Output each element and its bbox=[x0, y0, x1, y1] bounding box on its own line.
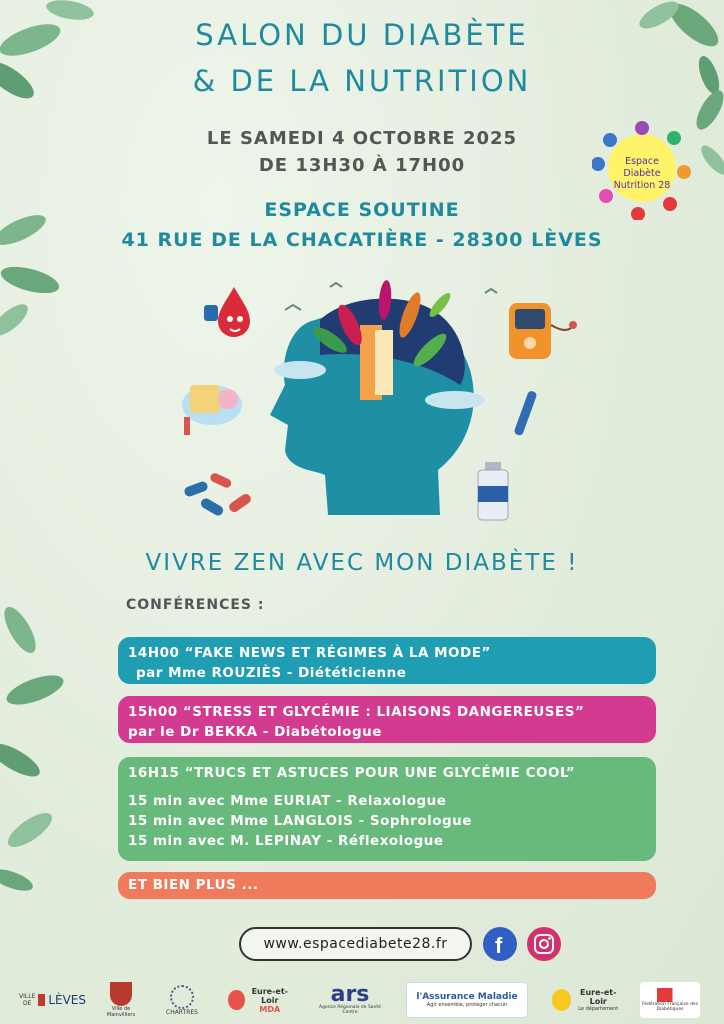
conference-1-title: 14H00 “FAKE NEWS ET RÉGIMES À LA MODE” bbox=[128, 645, 491, 661]
partner-mainvilliers-name: Ville de Mainvilliers bbox=[106, 1006, 136, 1018]
organizer-logo-line2: Nutrition 28 bbox=[613, 180, 671, 191]
title-line-1: SALON DU DIABÈTE bbox=[195, 18, 529, 52]
event-date: LE SAMEDI 4 OCTOBRE 2025 bbox=[206, 128, 518, 149]
mainvilliers-crest-icon bbox=[110, 982, 132, 1006]
partner-logo-assurance-maladie bbox=[406, 982, 528, 1018]
website-link[interactable]: www.espacediabete28.fr bbox=[239, 927, 472, 961]
conference-box-1 bbox=[118, 637, 656, 684]
organizer-logo-line1: Espace Diabète bbox=[623, 156, 661, 179]
partner-chartres-name: CHARTRES bbox=[166, 1008, 198, 1016]
svg-text:f: f bbox=[495, 933, 503, 958]
mda-logo-icon bbox=[228, 990, 245, 1010]
conference-3-session-1: 15 min avec Mme EURIAT - Relaxologue bbox=[128, 793, 447, 809]
conference-box-2 bbox=[118, 696, 656, 743]
instagram-icon[interactable] bbox=[527, 927, 561, 961]
conference-3-title: 16H15 “TRUCS ET ASTUCES POUR UNE GLYCÉMIE COOL” bbox=[128, 765, 576, 781]
partner-ars-sub: Agence Régionale de Santé Centre bbox=[319, 1005, 381, 1015]
venue-address: 41 RUE DE LA CHACATIÈRE - 28300 LÈVES bbox=[121, 229, 603, 251]
conference-3-session-2: 15 min avec Mme LANGLOIS - Sophrologue bbox=[128, 813, 472, 829]
event-time: DE 13H30 À 17H00 bbox=[258, 155, 466, 176]
insulin-pen-icon bbox=[505, 388, 545, 440]
federation-logo-icon bbox=[657, 988, 683, 1002]
eure-et-loir-logo-icon bbox=[552, 989, 571, 1011]
insulin-pump-icon bbox=[503, 295, 581, 365]
partner-logo-ars bbox=[316, 982, 384, 1018]
partner-mda-name: Eure-et-Loir bbox=[251, 986, 288, 1005]
conference-1-speaker: par Mme ROUZIÈS - Diététicienne bbox=[136, 665, 407, 681]
organizer-logo bbox=[592, 120, 692, 220]
partner-eure-et-loir-name: Eure-et-Loir bbox=[580, 988, 617, 1006]
partner-logo-leves bbox=[18, 982, 86, 1018]
insulin-vial-icon bbox=[473, 460, 513, 522]
partner-logo-mda bbox=[228, 982, 292, 1018]
partner-mda-sub: MDA bbox=[259, 1004, 281, 1014]
blood-drop-mascot-icon bbox=[200, 283, 262, 341]
conference-box-4 bbox=[118, 872, 656, 899]
conference-box-3 bbox=[118, 757, 656, 861]
partner-assurance-sub: Agir ensemble, protéger chacun bbox=[426, 1002, 508, 1008]
and-more-label: ET BIEN PLUS ... bbox=[128, 877, 259, 893]
conference-3-session-3: 15 min avec M. LEPINAY - Réflexologue bbox=[128, 833, 444, 849]
partner-logo-chartres bbox=[160, 982, 204, 1018]
leaves-left-middle-decoration bbox=[0, 200, 80, 340]
leves-crest-icon bbox=[38, 994, 45, 1006]
chartres-rose-icon bbox=[170, 985, 194, 1009]
glucometer-icon bbox=[170, 375, 248, 443]
partner-logo-mainvilliers bbox=[102, 982, 140, 1018]
conference-2-speaker: par le Dr BEKKA - Diabétologue bbox=[128, 724, 382, 740]
leaves-left-bottom-decoration bbox=[0, 600, 80, 900]
partner-federation-name: Fédération Française des Diabétiques bbox=[641, 1002, 699, 1012]
partner-logo-eure-et-loir bbox=[552, 982, 622, 1018]
event-tagline: VIVRE ZEN AVEC MON DIABÈTE ! bbox=[145, 550, 579, 576]
partner-eure-et-loir-sub: Le département bbox=[578, 1006, 619, 1012]
partner-leves-prefix: VILLE DE bbox=[19, 993, 36, 1007]
pills-icon bbox=[180, 470, 260, 520]
partner-logo-federation bbox=[640, 982, 700, 1018]
conferences-heading: CONFÉRENCES : bbox=[126, 597, 265, 613]
partner-ars-name: ars bbox=[330, 982, 370, 1007]
conference-2-title: 15h00 “STRESS ET GLYCÉMIE : LIAISONS DANGEREUSES” bbox=[128, 704, 585, 720]
venue-name: ESPACE SOUTINE bbox=[264, 199, 460, 221]
facebook-icon[interactable] bbox=[483, 927, 517, 961]
title-line-2: & DE LA NUTRITION bbox=[192, 64, 532, 98]
partner-assurance-name: l'Assurance Maladie bbox=[416, 992, 518, 1002]
partner-leves-name: LÈVES bbox=[48, 993, 86, 1007]
